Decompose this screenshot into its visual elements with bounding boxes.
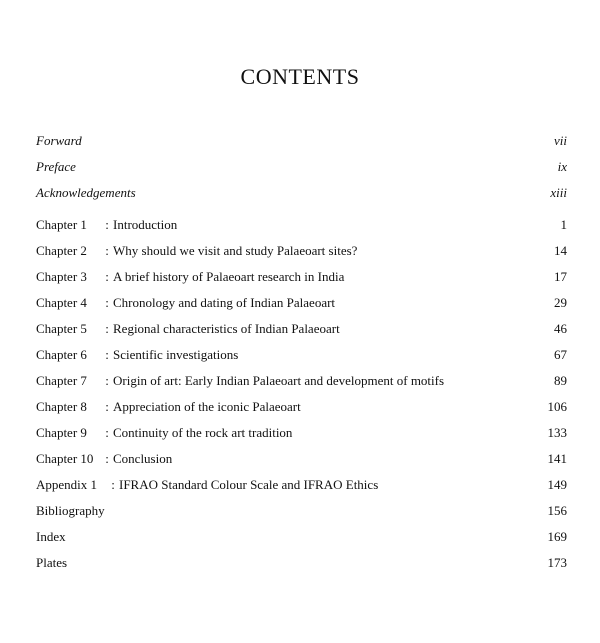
- toc-entry-chapter-5[interactable]: [36, 319, 567, 339]
- chapter-label: Chapter 9: [36, 425, 87, 440]
- toc-entry-chapter-2[interactable]: [36, 241, 567, 261]
- entry-label: Forward: [36, 133, 82, 148]
- page-number: 149: [547, 477, 567, 492]
- chapter-label: Chapter 2: [36, 243, 87, 258]
- chapter-title: Conclusion: [113, 451, 173, 466]
- page-number: 46: [554, 321, 567, 336]
- chapter-title: Appreciation of the iconic Palaeoart: [113, 399, 301, 414]
- chapter-label: Chapter 4: [36, 295, 87, 310]
- separator: :: [105, 269, 109, 284]
- chapter-title: Origin of art: Early Indian Palaeoart and development of motifs: [113, 373, 445, 388]
- chapter-label: Chapter 7: [36, 373, 87, 388]
- chapter-label: Chapter 3: [36, 269, 87, 284]
- page-number: xiii: [550, 185, 567, 200]
- chapter-label: Chapter 6: [36, 347, 87, 362]
- toc-entry-index[interactable]: [36, 527, 567, 547]
- page-number: vii: [554, 133, 567, 148]
- toc-entry-acknowledgements[interactable]: [36, 183, 567, 203]
- page-number: 133: [547, 425, 567, 440]
- toc-entry-chapter-6[interactable]: [36, 345, 567, 365]
- toc-entry-chapter-8[interactable]: [36, 397, 567, 417]
- toc-entry-chapter-10[interactable]: [36, 449, 567, 469]
- toc-entry-chapter-1[interactable]: [36, 215, 567, 235]
- page-number: 1: [560, 217, 567, 232]
- separator: :: [105, 451, 109, 466]
- separator: :: [105, 347, 109, 362]
- page-number: 156: [547, 503, 567, 518]
- page-number: 169: [547, 529, 567, 544]
- page-number: 14: [554, 243, 567, 258]
- separator: :: [105, 425, 109, 440]
- page-number: 141: [547, 451, 567, 466]
- separator: :: [105, 295, 109, 310]
- entry-label: Acknowledgements: [36, 185, 136, 200]
- separator: :: [105, 243, 109, 258]
- separator: :: [105, 217, 109, 232]
- chapter-title: Continuity of the rock art tradition: [113, 425, 293, 440]
- chapter-label: Chapter 5: [36, 321, 87, 336]
- page-number: 67: [554, 347, 567, 362]
- chapter-title: Introduction: [113, 217, 178, 232]
- toc-entry-forward[interactable]: [36, 131, 567, 151]
- toc-entry-chapter-4[interactable]: [36, 293, 567, 313]
- page-number: ix: [557, 159, 567, 174]
- toc-entry-bibliography[interactable]: [36, 501, 567, 521]
- page-number: 89: [554, 373, 567, 388]
- appendix-title: IFRAO Standard Colour Scale and IFRAO Ethics: [119, 477, 379, 492]
- entry-label: Bibliography: [36, 503, 105, 518]
- chapter-title: Scientific investigations: [113, 347, 239, 362]
- chapter-title: Chronology and dating of Indian Palaeoart: [113, 295, 336, 310]
- entry-label: Preface: [36, 159, 76, 174]
- chapter-title: Regional characteristics of Indian Palaeoart: [113, 321, 340, 336]
- toc-entry-chapter-7[interactable]: [36, 371, 567, 391]
- toc-entry-preface[interactable]: [36, 157, 567, 177]
- toc-entry-plates[interactable]: [36, 553, 567, 573]
- chapter-label: Chapter 8: [36, 399, 87, 414]
- page-title: CONTENTS: [240, 64, 360, 89]
- separator: :: [105, 373, 109, 388]
- page-number: 29: [554, 295, 567, 310]
- appendix-label: Appendix 1: [36, 477, 98, 492]
- page-number: 106: [547, 399, 567, 414]
- chapter-label: Chapter 10: [36, 451, 94, 466]
- page-number: 17: [554, 269, 567, 284]
- chapter-title: Why should we visit and study Palaeoart sites?: [113, 243, 358, 258]
- chapter-title: A brief history of Palaeoart research in India: [113, 269, 345, 284]
- toc-entry-chapter-9[interactable]: [36, 423, 567, 443]
- entry-label: Index: [36, 529, 66, 544]
- separator: :: [111, 477, 115, 492]
- page-number: 173: [547, 555, 567, 570]
- chapter-label: Chapter 1: [36, 217, 87, 232]
- toc-entry-chapter-3[interactable]: [36, 267, 567, 287]
- separator: :: [105, 399, 109, 414]
- toc-entry-appendix-1[interactable]: [36, 475, 567, 495]
- entry-label: Plates: [36, 555, 68, 570]
- separator: :: [105, 321, 109, 336]
